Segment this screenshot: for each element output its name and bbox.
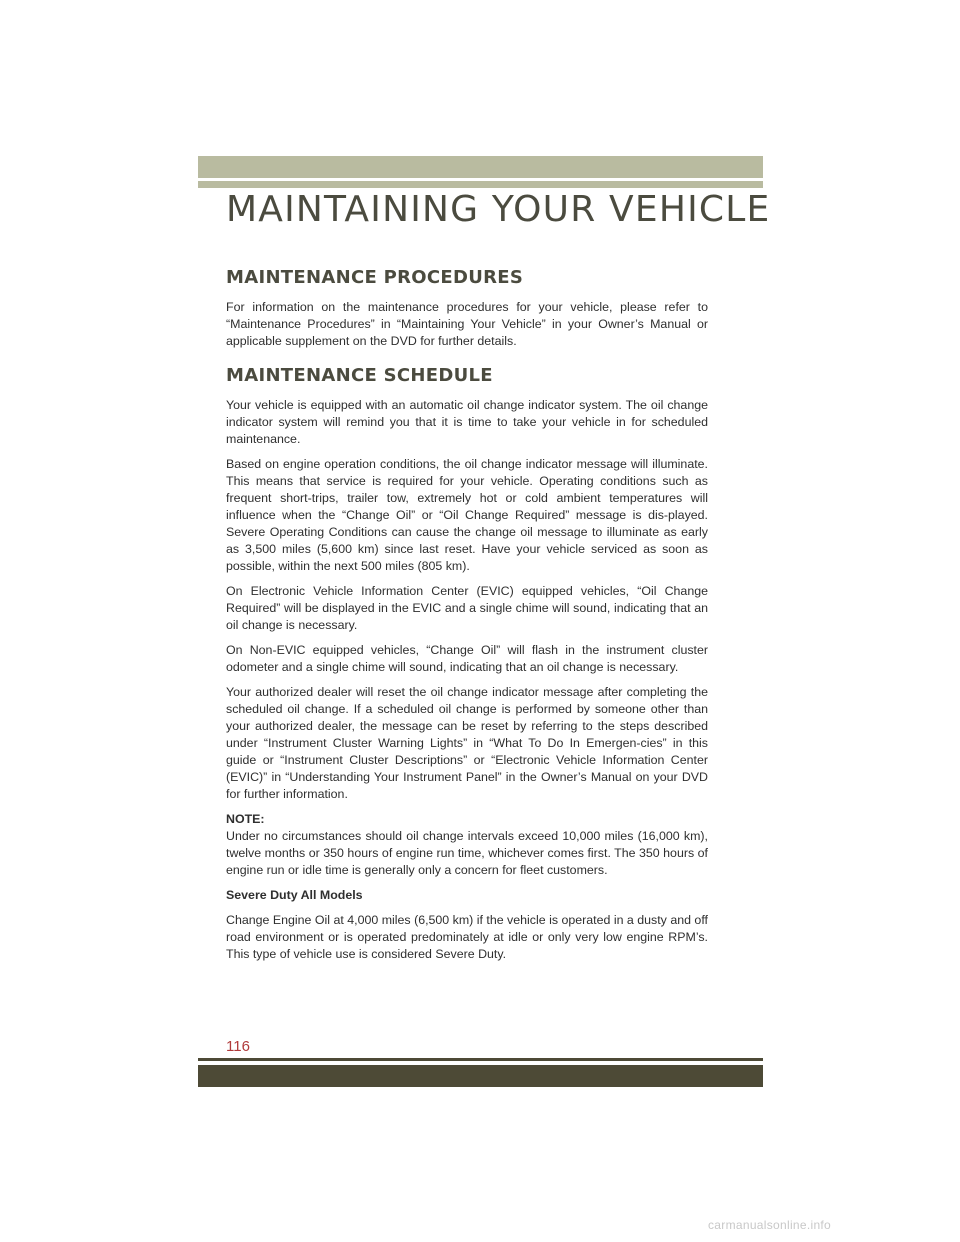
header-band-stripe [198,181,763,188]
page-number: 116 [226,1038,250,1055]
note-label: NOTE: [226,812,265,826]
section-heading-maintenance-procedures: MAINTENANCE PROCEDURES [226,267,524,288]
note-text: Under no circumstances should oil change intervals exceed 10,000 miles (16,000 km), twelve months or 350 hours of engine run time, whichever comes first. The 350 hours of engine run or idle time is generally only a concern for fleet customers. [226,829,708,877]
section-heading-maintenance-schedule: MAINTENANCE SCHEDULE [226,365,493,386]
paragraph: For information on the maintenance procedures for your vehicle, please refer to “Maintenance Procedures” in “Maintaining Your Vehicle” in your Owner’s Manual or applicable supplement on the DVD for further details. [226,300,708,348]
paragraph: Your vehicle is equipped with an automatic oil change indicator system. The oil change indicator system will remind you that it is time to take your vehicle in for scheduled maintenance. [226,398,708,446]
paragraph: On Non-EVIC equipped vehicles, “Change Oil” will flash in the instrument cluster odometer and a single chime will sound, indicating that an oil change is necessary. [226,643,708,674]
header-band [198,156,763,178]
paragraph: Your authorized dealer will reset the oil change indicator message after completing the scheduled oil change. If a scheduled oil change is performed by someone other than your authorized dealer, the message can be reset by referring to the steps described under “Instrument Cluster Warning Lights” in “What To Do In Emergen-cies” in this guide or “Instrument Cluster Descriptions” or “Electronic Vehicle Information Center (EVIC)” in “Understanding Your Instrument Panel” in the Owner’s Manual on your DVD for further information. [226,685,708,801]
chapter-title: MAINTAINING YOUR VEHICLE [226,189,771,230]
footer-band [198,1065,763,1087]
footer-rule [198,1058,763,1061]
subheading-severe-duty: Severe Duty All Models [226,888,363,902]
watermark-text: carmanualsonline.info [708,1218,832,1232]
paragraph: On Electronic Vehicle Information Center (EVIC) equipped vehicles, “Oil Change Required” will be displayed in the EVIC and a single chime will sound, indicating that an oil change is necessary. [226,584,708,632]
severe-duty-text: Change Engine Oil at 4,000 miles (6,500 km) if the vehicle is operated in a dusty and off road environment or is operated predominately at idle or only very low engine RPM’s. This type of vehicle use is considered Severe Duty. [226,913,708,961]
paragraph: Based on engine operation conditions, the oil change indicator message will illuminate. This means that service is required for your vehicle. Operating conditions such as frequent short-trips, trailer tow, extremely hot or cold ambient temperatures will influence when the “Change Oil” or “Oil Change Required” message is dis-played. Severe Operating Conditions can cause the change oil message to illuminate as early as 3,500 miles (5,600 km) since last reset. Have your vehicle serviced as soon as possible, within the next 500 miles (805 km). [226,457,708,573]
page-content [226,266,708,971]
